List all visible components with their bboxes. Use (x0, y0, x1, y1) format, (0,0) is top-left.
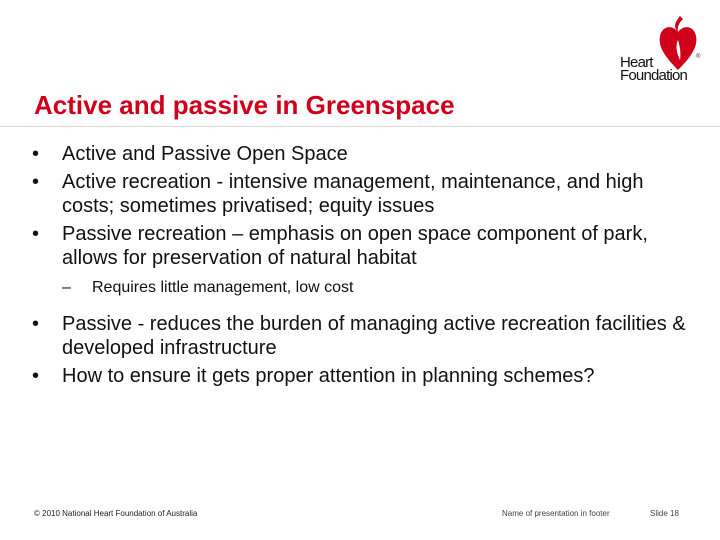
sub-bullet-item (30, 278, 700, 298)
bullet-item (30, 364, 700, 388)
heart-foundation-logo (618, 14, 704, 86)
title-divider (0, 126, 720, 127)
footer-copyright: © 2010 National Heart Foundation of Australia (34, 509, 198, 518)
registered-mark: ® (696, 54, 701, 60)
logo-line-foundation: Foundation (620, 67, 688, 84)
logo-wordmark (620, 56, 687, 82)
slide-title: Active and passive in Greenspace (34, 90, 455, 120)
bullet-text: How to ensure it gets proper attention in planning schemes? (62, 365, 595, 387)
bullet-marker: • (32, 171, 40, 193)
bullet-marker: • (32, 365, 40, 387)
logo-line-heart: Heart (620, 54, 653, 71)
bullet-text: Active recreation - intensive management, maintenance, and high costs; sometimes privatised; equity issues (62, 171, 644, 217)
bullet-item (30, 170, 700, 218)
bullet-marker: • (32, 313, 40, 335)
sub-bullet-text: Requires little management, low cost (92, 279, 354, 296)
bullet-marker: • (32, 143, 40, 165)
footer-slide-number: Slide 18 (650, 509, 679, 518)
slide-body (30, 142, 700, 392)
bullet-marker: • (32, 223, 40, 245)
bullet-item (30, 142, 700, 166)
bullet-text: Active and Passive Open Space (62, 143, 348, 165)
bullet-text: Passive - reduces the burden of managing active recreation facilities & developed infrastructure (62, 313, 686, 359)
bullet-item (30, 222, 700, 270)
bullet-list (30, 142, 700, 388)
sub-bullet-marker: – (62, 279, 71, 296)
bullet-text: Passive recreation – emphasis on open space component of park, allows for preservation of natural habitat (62, 223, 648, 269)
footer-presentation-name: Name of presentation in footer (502, 509, 610, 518)
bullet-item (30, 312, 700, 360)
